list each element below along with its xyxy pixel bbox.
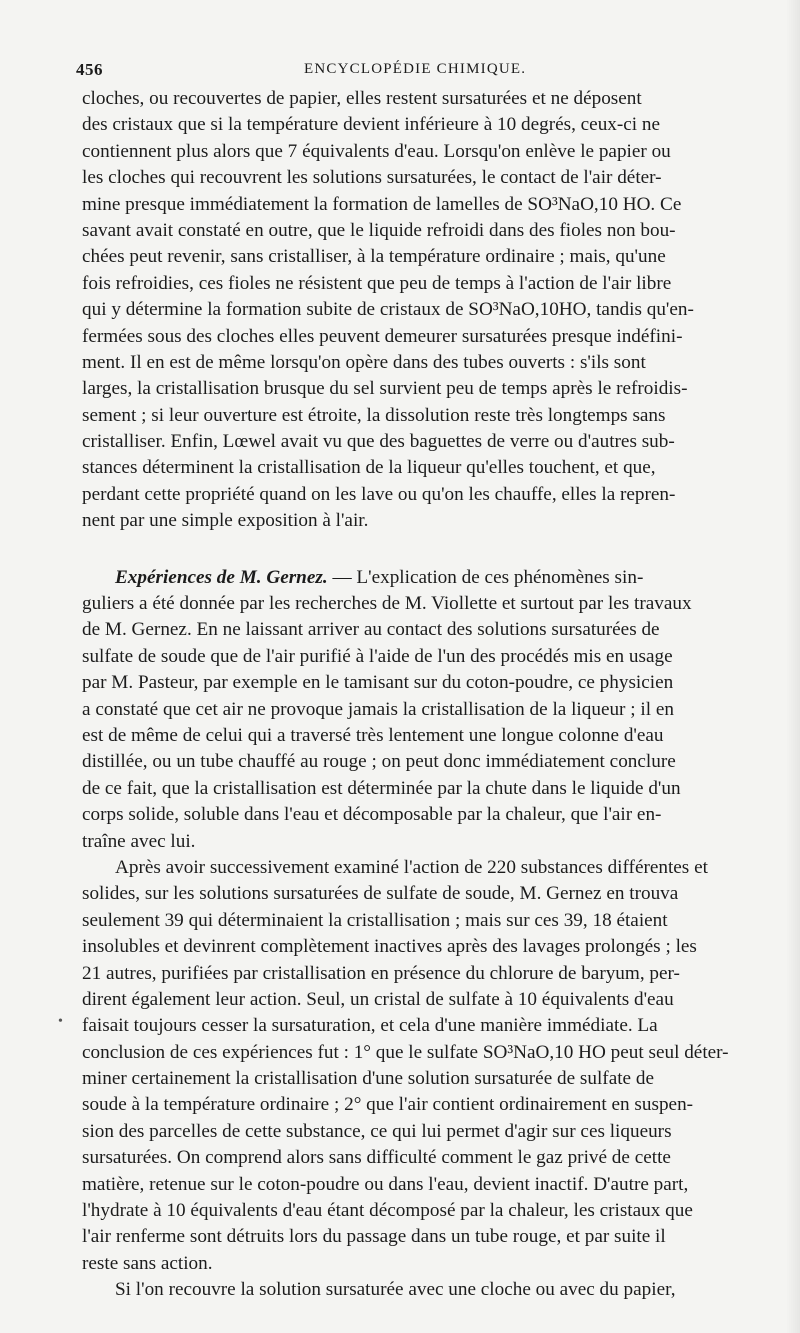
text-line: sement ; si leur ouverture est étroite, la dissolution reste très longtemps sans [82, 404, 666, 426]
text-line: insolubles et devinrent complètement inactives après des lavages prolongés ; les [82, 936, 697, 958]
text-line: traîne avec lui. [82, 830, 196, 852]
text-line: chées peut revenir, sans cristalliser, à la température ordinaire ; mais, qu'une [82, 246, 666, 268]
text-line: l'air renferme sont détruits lors du passage dans un tube rouge, et par suite il [82, 1226, 666, 1248]
paragraph [82, 86, 782, 535]
text-line: qui y détermine la formation subite de cristaux de SO³NaO,10HO, tandis qu'en- [82, 299, 694, 321]
text-line: reste sans action. [82, 1252, 213, 1274]
text-line: sulfate de soude que de l'air purifié à l'aide de l'un des procédés mis en usage [82, 645, 673, 667]
paragraph [82, 855, 782, 1277]
text-line: 21 autres, purifiées par cristallisation en présence du chlorure de baryum, per- [82, 962, 680, 984]
text-line: soude à la température ordinaire ; 2° que l'air contient ordinairement en suspen- [82, 1094, 694, 1116]
text-line: solides, sur les solutions sursaturées de sulfate de soude, M. Gernez en trouva [82, 883, 679, 905]
paragraph [82, 1277, 782, 1303]
text-line: contiennent plus alors que 7 équivalents d'eau. Lorsqu'on enlève le papier ou [82, 140, 671, 162]
text-line: ment. Il en est de même lorsqu'on opère dans des tubes ouverts : s'ils sont [82, 351, 646, 373]
text-line: cloches, ou recouvertes de papier, elles restent sursaturées et ne déposent [82, 88, 642, 109]
text-line: larges, la cristallisation brusque du sel survient peu de temps après le refroidis- [82, 378, 688, 400]
text-line: perdant cette propriété quand on les lave ou qu'on les chauffe, elles la repren- [82, 483, 676, 505]
page-header [76, 60, 776, 84]
text-line: dirent également leur action. Seul, un cristal de sulfate à 10 équivalents d'eau [82, 988, 674, 1010]
heading-continuation: — L'explication de ces phénomènes sin- [327, 566, 644, 588]
text-line: fermées sous des cloches elles peuvent demeurer sursaturées presque indéfini- [82, 325, 683, 347]
page-edge-shadow [786, 0, 800, 1333]
text-line: Si l'on recouvre la solution sursaturée avec une cloche ou avec du papier, [115, 1279, 676, 1301]
running-head: ENCYCLOPÉDIE CHIMIQUE. [304, 61, 527, 77]
text-line: guliers a été donnée par les recherches de M. Viollette et surtout par les travaux [82, 593, 692, 615]
text-line: de M. Gernez. En ne laissant arriver au contact des solutions sursaturées de [82, 619, 660, 641]
body-text [82, 86, 782, 1304]
margin-mark: • [58, 1014, 63, 1029]
text-line: a constaté que cet air ne provoque jamais la cristallisation de la liqueur ; il en [82, 698, 674, 720]
text-line: savant avait constaté en outre, que le liquide refroidi dans des fioles non bou- [82, 219, 676, 241]
text-line: les cloches qui recouvrent les solutions sursaturées, le contact de l'air déter- [82, 167, 662, 189]
section-heading: Expériences de M. Gernez. [115, 566, 328, 588]
text-line: mine presque immédiatement la formation de lamelles de SO³NaO,10 HO. Ce [82, 193, 682, 215]
text-line [82, 565, 782, 591]
text-line: matière, retenue sur le coton-poudre ou dans l'eau, devient inactif. D'autre part, [82, 1173, 689, 1195]
text-line: sion des parcelles de cette substance, ce qui lui permet d'agir sur ces liqueurs [82, 1120, 672, 1142]
text-line: corps solide, soluble dans l'eau et décomposable par la chaleur, que l'air en- [82, 804, 662, 826]
text-line: seulement 39 qui déterminaient la cristallisation ; mais sur ces 39, 18 étaient [82, 909, 668, 931]
text-line: fois refroidies, ces fioles ne résistent que peu de temps à l'action de l'air libre [82, 272, 672, 294]
text-line: par M. Pasteur, par exemple en le tamisant sur du coton-poudre, ce physicien [82, 672, 674, 694]
text-line: est de même de celui qui a traversé très lentement une longue colonne d'eau [82, 724, 664, 746]
text-line: conclusion de ces expériences fut : 1° que le sulfate SO³NaO,10 HO peut seul déter- [82, 1041, 729, 1063]
text-line: des cristaux que si la température devient inférieure à 10 degrés, ceux-ci ne [82, 114, 661, 136]
text-line: l'hydrate à 10 équivalents d'eau étant décomposé par la chaleur, les cristaux que [82, 1200, 693, 1222]
text-line: distillée, ou un tube chauffé au rouge ; on peut donc immédiatement conclure [82, 751, 676, 773]
text-line: faisait toujours cesser la sursaturation, et cela d'une manière immédiate. La [82, 1015, 658, 1037]
paragraph [82, 565, 782, 855]
text-line: cristalliser. Enfin, Lœwel avait vu que des baguettes de verre ou d'autres sub- [82, 431, 675, 453]
page-number: 456 [76, 60, 103, 79]
text-line: Après avoir successivement examiné l'action de 220 substances différentes et [115, 856, 708, 878]
text-line: de ce fait, que la cristallisation est déterminée par la chute dans le liquide d'un [82, 777, 681, 799]
text-line: sursaturées. On comprend alors sans difficulté comment le gaz privé de cette [82, 1147, 671, 1169]
text-line: nent par une simple exposition à l'air. [82, 510, 369, 532]
text-line: miner certainement la cristallisation d'une solution sursaturée de sulfate de [82, 1068, 654, 1090]
text-line: stances déterminent la cristallisation de la liqueur qu'elles touchent, et que, [82, 457, 656, 479]
